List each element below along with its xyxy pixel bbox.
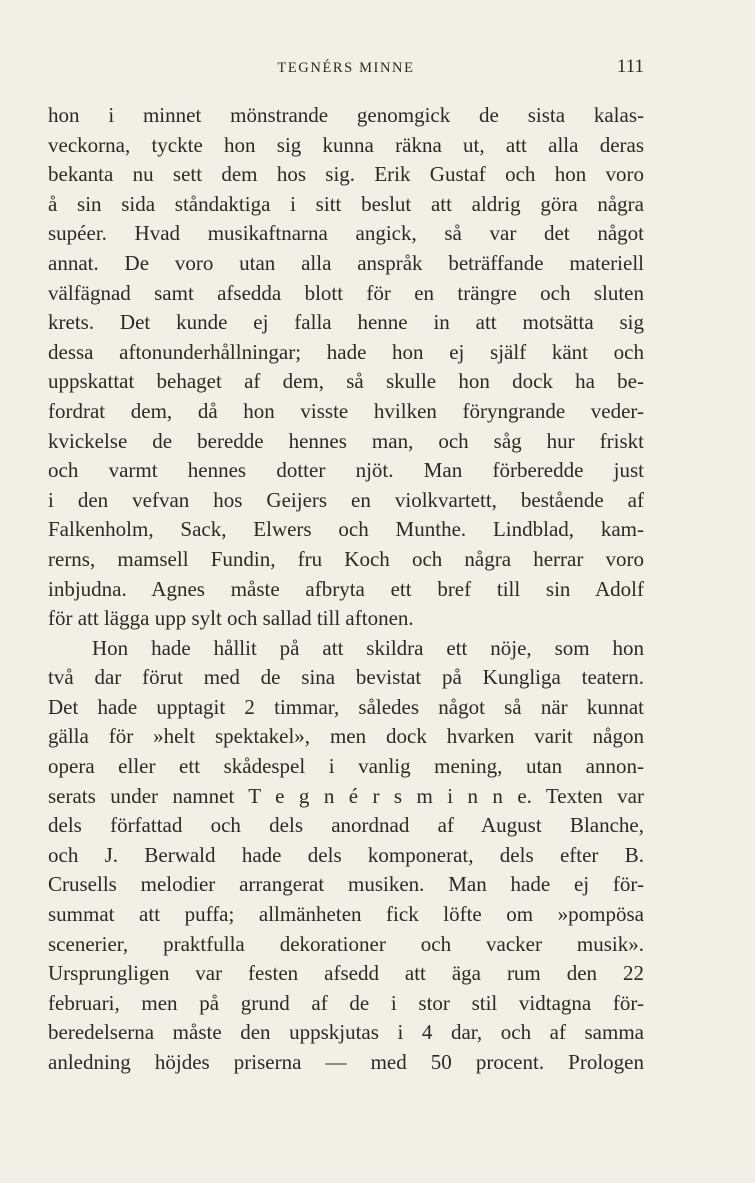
- text-line: annat. De voro utan alla anspråk beträffande materiell: [48, 250, 644, 275]
- text-line: hon i minnet mönstrande genomgick de sista kalas-: [48, 103, 644, 127]
- text-line: februari, men på grund af de i stor stil vidtagna för-: [48, 990, 644, 1015]
- running-title: TEGNÉRS MINNE: [277, 60, 415, 76]
- text-line: kvickelse de beredde hennes man, och såg hur friskt: [48, 428, 644, 453]
- text-line-paragraph-end: för att lägga upp sylt och sallad till aftonen.: [48, 606, 414, 631]
- text-line: serats under namnet T e g n é r s m i n n e. Texten var: [48, 783, 644, 808]
- text-line: två dar förut med de sina bevistat på Kungliga teatern.: [48, 665, 644, 690]
- text-line: inbjudna. Agnes måste afbryta ett bref till sin Adolf: [48, 576, 644, 601]
- text-line: fordrat dem, då hon visste hvilken föryngrande veder-: [48, 398, 644, 423]
- page-number: 111: [616, 56, 644, 77]
- text-line: i den vefvan hos Geijers en violkvartett, bestående af: [48, 487, 644, 512]
- text-line: Ursprungligen var festen afsedd att äga rum den 22: [48, 961, 644, 986]
- text-line: Falkenholm, Sack, Elwers och Munthe. Lindblad, kam-: [48, 517, 644, 542]
- text-line: dels författad och dels anordnad af August Blanche,: [48, 813, 644, 838]
- text-line: Det hade upptagit 2 timmar, således något så när kunnat: [48, 694, 644, 719]
- text-line: uppskattat behaget af dem, så skulle hon dock ha be-: [48, 369, 644, 394]
- text-line: gälla för »helt spektakel», men dock hvarken varit någon: [48, 724, 644, 749]
- text-line: veckorna, tyckte hon sig kunna räkna ut, att alla deras: [48, 132, 644, 157]
- text-line: opera eller ett skådespel i vanlig mening, utan annon-: [48, 754, 644, 779]
- text-line: krets. Det kunde ej falla henne in att motsätta sig: [48, 310, 644, 335]
- text-line: anledning höjdes priserna — med 50 procent. Prologen: [48, 1050, 644, 1074]
- text-line: summat att puffa; allmänheten fick löfte om »pompösa: [48, 902, 644, 927]
- running-head: [48, 56, 644, 80]
- text-line: Crusells melodier arrangerat musiken. Man hade ej för-: [48, 872, 644, 897]
- text-line: beredelserna måste den uppskjutas i 4 dar, och af samma: [48, 1020, 644, 1045]
- text-line: dessa aftonunderhållningar; hade hon ej själf känt och: [48, 339, 644, 364]
- text-line: bekanta nu sett dem hos sig. Erik Gustaf och hon voro: [48, 162, 644, 187]
- text-line: och varmt hennes dotter njöt. Man förberedde just: [48, 458, 644, 483]
- body-text: [48, 101, 644, 1078]
- text-line: å sin sida ståndaktiga i sitt beslut att aldrig göra några: [48, 191, 644, 216]
- text-line: supéer. Hvad musikaftnarna angick, så var det något: [48, 221, 644, 246]
- text-line: scenerier, praktfulla dekorationer och vacker musik».: [48, 931, 644, 956]
- text-line: rerns, mamsell Fundin, fru Koch och några herrar voro: [48, 546, 644, 571]
- text-line: välfägnad samt afsedda blott för en trängre och sluten: [48, 280, 644, 305]
- text-line: och J. Berwald hade dels komponerat, dels efter B.: [48, 842, 644, 867]
- text-line-paragraph-start: Hon hade hållit på att skildra ett nöje, som hon: [92, 635, 644, 660]
